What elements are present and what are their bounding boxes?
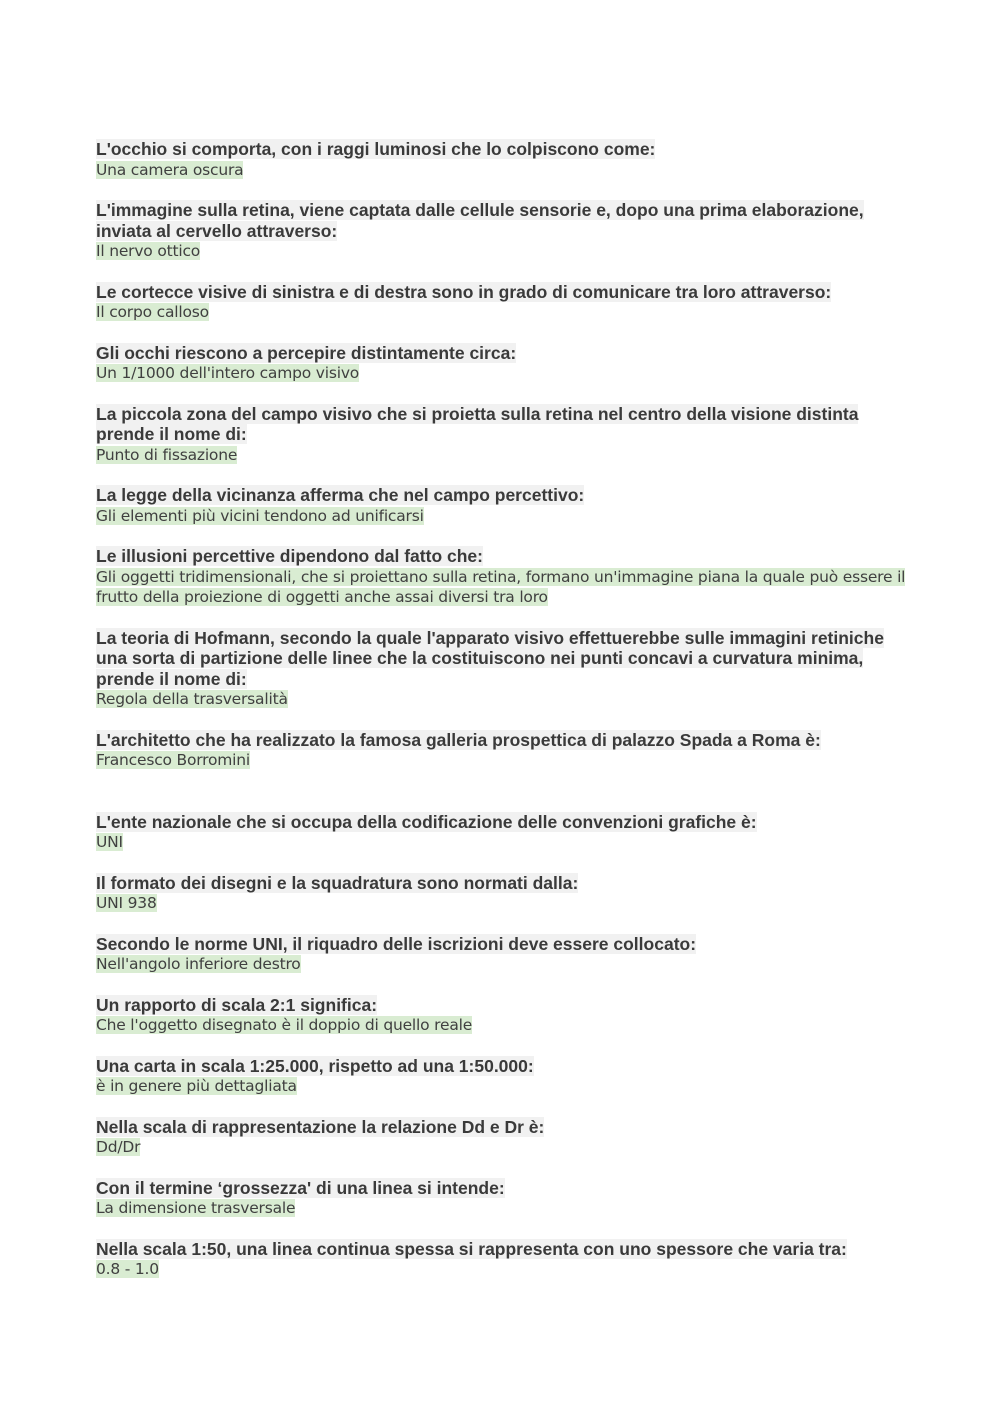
question: Nella scala di rappresentazione la relazione Dd e Dr è:	[96, 1116, 545, 1137]
question: Nella scala 1:50, una linea continua spessa si rappresenta con uno spessore che varia tra:	[96, 1238, 847, 1259]
qa-item	[96, 873, 906, 914]
question: L'architetto che ha realizzato la famosa galleria prospettica di palazzo Spada a Roma è:	[96, 729, 821, 750]
document-page	[96, 139, 906, 1280]
question: La piccola zona del campo visivo che si proietta sulla retina nel centro della visione distinta prende il nome di:	[96, 403, 859, 444]
question: Il formato dei disegni e la squadratura sono normati dalla:	[96, 872, 579, 893]
question: Secondo le norme UNI, il riquadro delle iscrizioni deve essere collocato:	[96, 933, 697, 954]
answer: Una camera oscura	[96, 160, 244, 179]
question: La teoria di Hofmann, secondo la quale l'apparato visivo effettuerebbe sulle immagini retiniche una sorta di partizione delle linee che la costituiscono nei punti concavi a curvatura minima, prende il nome di:	[96, 627, 884, 689]
qa-item	[96, 485, 906, 526]
answer: UNI 938	[96, 894, 157, 912]
qa-item	[96, 934, 906, 975]
question: Un rapporto di scala 2:1 significa:	[96, 994, 378, 1015]
qa-item	[96, 139, 906, 180]
qa-item	[96, 1239, 906, 1280]
answer: UNI	[96, 833, 123, 851]
answer: Regola della trasversalità	[96, 690, 288, 708]
question: L'occhio si comporta, con i raggi luminosi che lo colpiscono come:	[96, 139, 656, 159]
qa-item	[96, 1056, 906, 1097]
answer: La dimensione trasversale	[96, 1199, 296, 1217]
answer: Il corpo calloso	[96, 303, 209, 321]
answer: Punto di fissazione	[96, 445, 238, 464]
qa-item	[96, 628, 906, 710]
answer: Gli oggetti tridimensionali, che si proiettano sulla retina, formano un'immagine piana la quale può essere il frutto della proiezione di oggetti anche assai diversi tra loro	[96, 567, 906, 606]
qa-item	[96, 546, 906, 608]
question: Una carta in scala 1:25.000, rispetto ad una 1:50.000:	[96, 1055, 534, 1076]
answer: Francesco Borromini	[96, 751, 251, 769]
header-mark	[492, 0, 508, 2]
question: Le illusioni percettive dipendono dal fatto che:	[96, 546, 483, 566]
qa-item	[96, 200, 906, 262]
question: Le cortecce visive di sinistra e di destra sono in grado di comunicare tra loro attraverso:	[96, 281, 832, 302]
answer: Il nervo ottico	[96, 242, 201, 260]
qa-item	[96, 812, 906, 853]
answer: Gli elementi più vicini tendono ad unificarsi	[96, 506, 424, 525]
qa-item	[96, 404, 906, 466]
qa-item	[96, 1117, 906, 1158]
qa-item	[96, 282, 906, 323]
answer: Nell'angolo inferiore destro	[96, 955, 301, 973]
qa-item	[96, 730, 906, 771]
answer: è in genere più dettagliata	[96, 1077, 297, 1095]
question: Gli occhi riescono a percepire distintamente circa:	[96, 342, 517, 363]
question: L'immagine sulla retina, viene captata dalle cellule sensorie e, dopo una prima elaborazione, inviata al cervello attraverso:	[96, 200, 864, 241]
qa-item	[96, 1178, 906, 1219]
qa-item	[96, 995, 906, 1036]
answer: Che l'oggetto disegnato è il doppio di quello reale	[96, 1016, 473, 1034]
question: La legge della vicinanza afferma che nel campo percettivo:	[96, 485, 585, 505]
question: L'ente nazionale che si occupa della codificazione delle convenzioni grafiche è:	[96, 811, 757, 832]
question: Con il termine ‘grossezza' di una linea si intende:	[96, 1177, 505, 1198]
answer: Un 1/1000 dell'intero campo visivo	[96, 364, 360, 382]
answer: 0.8 - 1.0	[96, 1260, 159, 1278]
answer: Dd/Dr	[96, 1138, 141, 1156]
qa-item	[96, 343, 906, 384]
